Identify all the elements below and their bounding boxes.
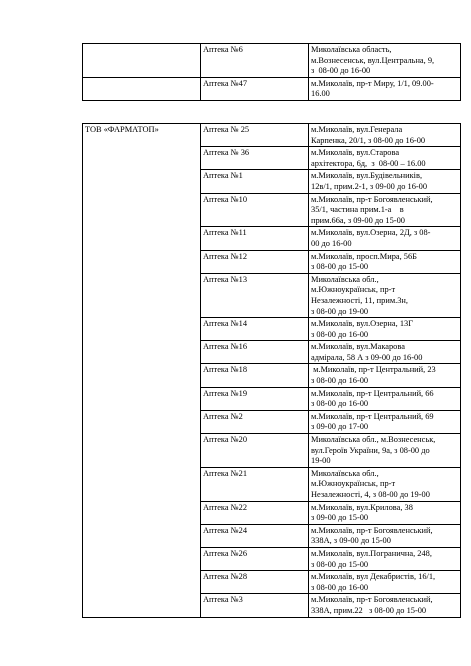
address-line: Карпенка, 20/1, з 08-00 до 16-00 <box>311 135 426 145</box>
pharmacy-name-cell: Аптека №6 <box>201 44 309 78</box>
address-line: м.Миколаїв, пр-т Центральний, 23 <box>311 365 436 375</box>
address-line: з 09-00 до 15-00 <box>311 513 369 523</box>
address-line: м.Миколаїв, вул.Озерна, 2Д, з 08- <box>311 228 431 238</box>
address-line: 338А, з 09-00 до 15-00 <box>311 536 391 546</box>
address-cell <box>309 147 461 170</box>
address-line: вул.Героїв України, 9а, з 08-00 до <box>311 445 430 455</box>
company-cell <box>83 77 201 100</box>
address-line: 00 до 16-00 <box>311 238 352 248</box>
address-line: Незалежності, 4, з 08-00 до 19-00 <box>311 490 430 499</box>
address-line: м.Миколаїв, вул Декабристів, 16/1, <box>311 572 436 582</box>
address-line: 19-00 <box>311 456 331 466</box>
address-line: з 08-00 до 15-00 <box>311 559 369 569</box>
address-line: м.Миколаїв, пр-т Богоявленський, <box>311 595 433 605</box>
pharmacy-name-cell: Аптека №13 <box>201 273 309 317</box>
pharmacy-name-cell: Аптека №11 <box>201 227 309 250</box>
address-line: з 08-00 до 16-00 <box>311 376 369 386</box>
table-row <box>83 124 461 147</box>
address-line: м.Вознесенськ, вул.Центральна, 9, <box>311 55 435 65</box>
pharmacy-name-cell: Аптека №22 <box>201 501 309 524</box>
address-line: Миколаївська обл., м.Вознесенськ, <box>311 435 436 445</box>
pharmacy-name-cell: Аптека №2 <box>201 410 309 433</box>
pharmacy-name-cell: Аптека №26 <box>201 547 309 570</box>
address-line: м.Миколаїв, вул.Будівельників, <box>311 171 423 181</box>
address-line: м.Миколаїв, пр-т Центральний, 66 <box>311 388 434 398</box>
address-line: Миколаївська обл., <box>311 468 379 478</box>
pharmacy-name-cell: Аптека №47 <box>201 77 309 100</box>
table-row <box>83 77 461 100</box>
address-line: з 08-00 до 16-00 <box>311 329 369 339</box>
address-line: м.Миколаїв, вул.Погранична, 248, <box>311 548 432 558</box>
address-line: м.Миколаїв, пр-т Богоявленський, <box>311 194 433 204</box>
address-cell <box>309 227 461 250</box>
table-top-body <box>83 44 461 101</box>
address-line: з 08-00 до 19-00 <box>311 306 369 316</box>
pharmacy-name-cell: Аптека №19 <box>201 387 309 410</box>
address-cell <box>309 387 461 410</box>
pharmacy-name-cell: Аптека №18 <box>201 364 309 387</box>
address-cell <box>309 547 461 570</box>
address-line: з 08-00 до 15-00 <box>311 262 369 272</box>
address-line: 338А, прим.22 з 08-00 до 15-00 <box>311 605 427 615</box>
pharmacy-name-cell: Аптека № 25 <box>201 124 309 147</box>
address-cell <box>309 364 461 387</box>
address-cell <box>309 467 461 501</box>
address-cell <box>309 434 461 468</box>
pharmacy-name-cell: Аптека №12 <box>201 250 309 273</box>
address-line: м.Южноукраїнськ, пр-т <box>311 479 396 489</box>
pharmacy-name-cell: Аптека №20 <box>201 434 309 468</box>
pharmacy-table-farmatop <box>82 123 461 618</box>
company-name: ТОВ «ФАРМАТОП» <box>83 124 201 618</box>
address-line: 16.00 <box>311 89 330 99</box>
address-line: м.Миколаїв, пр-т Миру, 1/1, 09.00- <box>311 78 434 88</box>
address-line: Миколаївська обл., <box>311 274 379 284</box>
address-line: адмірала, 58 А з 09-00 до 16-00 <box>311 352 423 362</box>
address-cell <box>309 273 461 317</box>
pharmacy-name-cell: Аптека №10 <box>201 193 309 227</box>
address-cell <box>309 501 461 524</box>
address-line: м.Миколаїв, пр-т Центральний, 69 <box>311 411 434 421</box>
table-row <box>83 44 461 78</box>
address-cell <box>309 250 461 273</box>
address-line: з 09-00 до 17-00 <box>311 422 369 432</box>
address-line: 35/1, частина прим.1-а в <box>311 205 404 215</box>
address-cell <box>309 571 461 594</box>
pharmacy-name-cell: Аптека №21 <box>201 467 309 501</box>
pharmacy-name-cell: Аптека №14 <box>201 318 309 341</box>
pharmacy-name-cell: Аптека № 36 <box>201 147 309 170</box>
pharmacy-name-cell: Аптека №24 <box>201 524 309 547</box>
address-line: Незалежності, 11, прим.3н, <box>311 295 408 305</box>
address-line: 12в/1, прим.2-1, з 09-00 до 16-00 <box>311 181 428 191</box>
address-line: м.Южноукраїнськ, пр-т <box>311 285 396 295</box>
address-cell <box>309 341 461 364</box>
address-cell <box>309 524 461 547</box>
address-cell <box>309 594 461 617</box>
address-line: з 08-00 до 16-00 <box>311 582 369 592</box>
pharmacy-name-cell: Аптека №3 <box>201 594 309 617</box>
pharmacy-name-cell: Аптека №1 <box>201 170 309 193</box>
company-cell <box>83 44 201 78</box>
table-main-body <box>83 124 461 618</box>
address-line: архітектора, 6д, з 08-00 – 16.00 <box>311 158 426 168</box>
address-cell <box>309 77 461 100</box>
pharmacy-table-top <box>82 43 461 101</box>
pharmacy-name-cell: Аптека №16 <box>201 341 309 364</box>
address-line: м.Миколаїв, вул.Макарова <box>311 342 405 352</box>
address-line: м.Миколаїв, вул.Генерала <box>311 125 403 134</box>
address-line: м.Миколаїв, пр-т Богоявленський, <box>311 525 433 535</box>
address-cell <box>309 410 461 433</box>
address-line: м.Миколаїв, вул.Озерна, 13Г <box>311 319 414 329</box>
address-line: Миколаївська область, <box>311 45 392 54</box>
address-line: м.Миколаїв, вул.Старова <box>311 148 400 158</box>
address-cell <box>309 318 461 341</box>
address-line: м.Миколаїв, вул.Крилова, 38 <box>311 502 413 512</box>
address-cell <box>309 124 461 147</box>
address-cell <box>309 170 461 193</box>
address-line: з 08-00 до 16-00 <box>311 399 369 409</box>
address-line: прим.66а, з 09-00 до 15-00 <box>311 215 405 225</box>
pharmacy-name-cell: Аптека №28 <box>201 571 309 594</box>
address-cell <box>309 193 461 227</box>
address-line: з 08-00 до 16-00 <box>311 66 371 76</box>
address-line: м.Миколаїв, просп.Мира, 56Б <box>311 251 417 261</box>
address-cell <box>309 44 461 78</box>
